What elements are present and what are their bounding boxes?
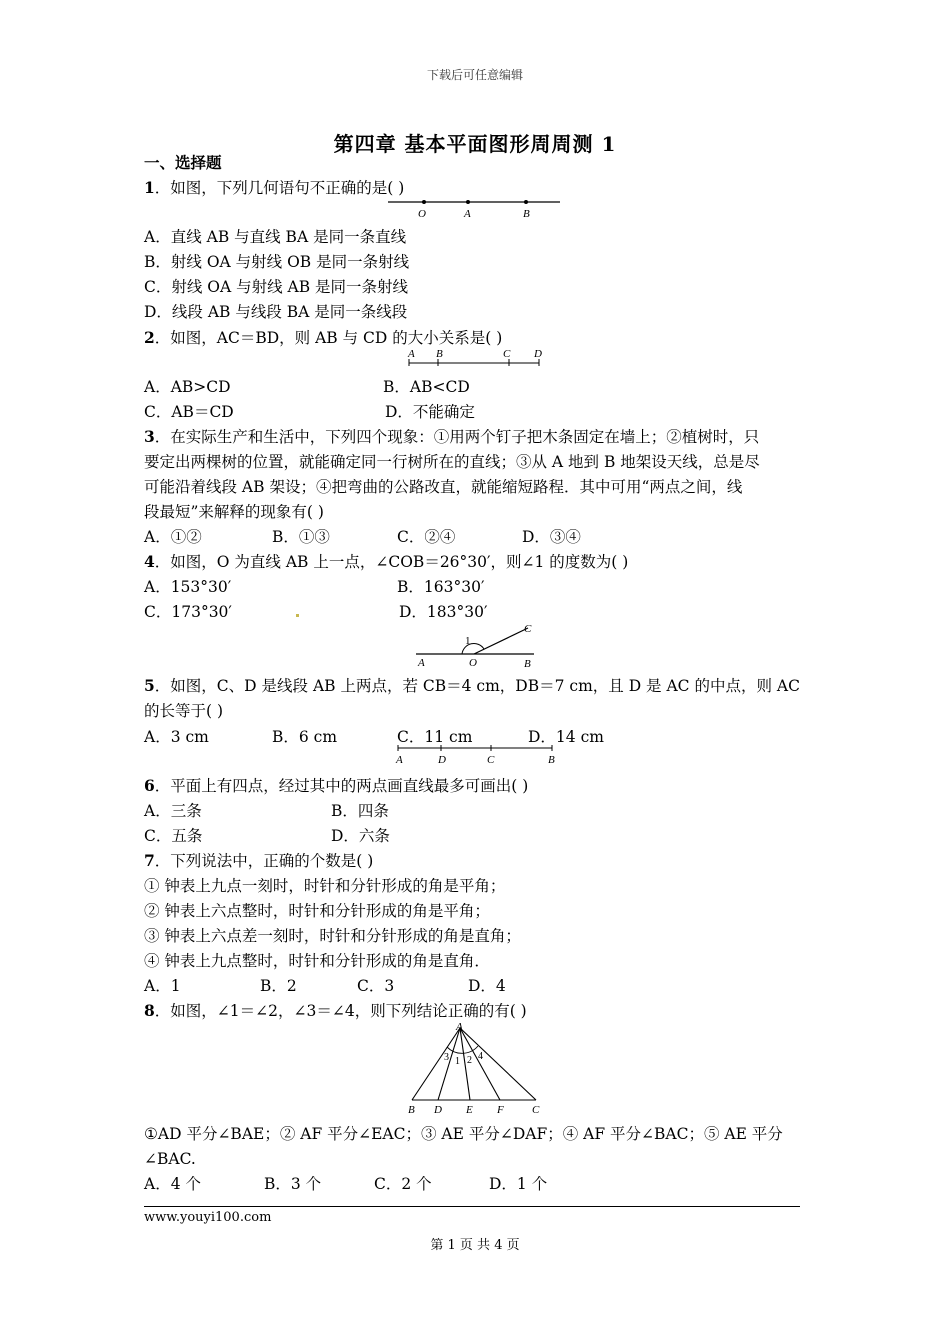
label-d: D (438, 754, 446, 766)
q7-statement-2: ② 钟表上六点整时，时针和分针形成的角是平角； (144, 902, 490, 920)
page-number: 第 1 页 共 4 页 (430, 1238, 520, 1253)
q2-figure (403, 345, 548, 367)
label-d: D (434, 1104, 442, 1116)
q8-conclusion-line-1: ①AD 平分∠BAE；② AF 平分∠EAC；③ AE 平分∠DAF；④ AF 平分∠BAC；⑤ AE 平分 (144, 1125, 783, 1143)
label-3: 3 (444, 1052, 449, 1063)
question-text: ．在实际生产和生活中，下列四个现象：①用两个钉子把木条固定在墙上；②植树时，只 (154, 428, 760, 446)
q7-statement-1: ① 钟表上九点一刻时，时针和分针形成的角是平角； (144, 877, 506, 895)
q2-option-d: D．不能确定 (385, 403, 475, 421)
label-a: A (418, 657, 425, 669)
label-b: B (436, 348, 443, 360)
question-number: 5 (144, 676, 155, 695)
label-a: A (408, 348, 415, 360)
q6-option-b: B．四条 (331, 802, 389, 820)
header-note: 下载后可任意编辑 (426, 68, 523, 82)
q3-option-d: D．③④ (522, 528, 581, 546)
question-number: 4 (144, 552, 155, 571)
q5-option-d: D．14 cm (528, 728, 604, 746)
point-b (524, 200, 528, 204)
label-c: C (503, 348, 511, 360)
question-number: 3 (144, 427, 155, 446)
question-3-line-2: 要定出两棵树的位置，就能确定同一行树所在的直线；③从 A 地到 B 地架设天线，总是尽 (144, 453, 760, 471)
q3-option-b: B．①③ (272, 528, 330, 546)
segment-af (460, 1028, 500, 1100)
question-5-line-2: 的长等于( ) (144, 702, 224, 720)
q3-option-a: A．①② (144, 528, 202, 546)
label-o: O (469, 657, 477, 669)
section-title: 一、选择题 (144, 153, 222, 172)
q6-option-d: D．六条 (331, 827, 390, 845)
question-number: 2 (144, 328, 155, 347)
ray-oc (474, 628, 528, 654)
question-4-stem (144, 552, 628, 572)
question-text: ．下列说法中，正确的个数是( ) (154, 852, 374, 870)
footer-url: www.youyi100.com (144, 1210, 272, 1225)
stray-mark (296, 614, 299, 617)
question-text: ．如图，下列几何语句不正确的是( ) (154, 179, 405, 197)
q7-option-d: D．4 (468, 977, 506, 995)
q1-option-a: A．直线 AB 与直线 BA 是同一条直线 (144, 228, 407, 246)
q2-option-b: B．AB<CD (383, 378, 470, 396)
q1-option-c: C．射线 OA 与射线 AB 是同一条射线 (144, 278, 409, 296)
label-b: B (524, 658, 531, 670)
q4-option-d: D．183°30′ (399, 603, 488, 621)
label-c: C (532, 1104, 540, 1116)
question-3-line-4: 段最短”来解释的现象有( ) (144, 503, 324, 521)
question-text: ．如图，C、D 是线段 AB 上两点，若 CB＝4 cm，DB＝7 cm，且 D 是 AC 的中点，则 AC (154, 677, 800, 695)
q5-option-b: B．6 cm (272, 728, 338, 746)
q8-figure (400, 1018, 550, 1118)
label-b: B (408, 1104, 415, 1116)
question-6-stem (144, 776, 528, 796)
q1-option-d: D．线段 AB 与线段 BA 是同一条线段 (144, 303, 408, 321)
q8-option-b: B．3 个 (264, 1175, 322, 1193)
label-b: B (548, 754, 555, 766)
q2-option-c: C．AB＝CD (144, 403, 234, 421)
q7-option-c: C．3 (357, 977, 395, 995)
footer-rule (144, 1206, 800, 1207)
label-4: 4 (478, 1051, 483, 1062)
q4-option-a: A．153°30′ (144, 578, 232, 596)
q6-option-c: C．五条 (144, 827, 203, 845)
q1-figure (386, 190, 566, 220)
question-text: ．如图，∠1＝∠2，∠3＝∠4，则下列结论正确的有( ) (154, 1002, 527, 1020)
question-text: ．如图，AC＝BD，则 AB 与 CD 的大小关系是( ) (154, 329, 503, 347)
q3-option-c: C．②④ (397, 528, 456, 546)
question-3-line-3: 可能沿着线段 AB 架设；④把弯曲的公路改直，就能缩短路程．其中可用“两点之间，线 (144, 478, 743, 496)
question-7-stem (144, 851, 373, 871)
page-title: 第四章 基本平面图形周周测 1 (333, 132, 617, 156)
q7-option-a: A．1 (144, 977, 181, 995)
question-number: 8 (144, 1001, 155, 1020)
label-2: 2 (467, 1055, 472, 1066)
q5-option-c: C．11 cm (397, 728, 473, 746)
label-a: A (396, 754, 403, 766)
q8-option-d: D．1 个 (489, 1175, 548, 1193)
question-text: ．平面上有四点，经过其中的两点画直线最多可画出( ) (154, 777, 529, 795)
label-a: A (456, 1021, 463, 1033)
question-number: 6 (144, 776, 155, 795)
label-b: B (523, 208, 530, 220)
question-text: ．如图，O 为直线 AB 上一点，∠COB＝26°30′，则∠1 的度数为( ) (154, 553, 629, 571)
q8-option-a: A．4 个 (144, 1175, 201, 1193)
q4-option-c: C．173°30′ (144, 603, 232, 621)
point-o (422, 200, 426, 204)
label-d: D (534, 348, 542, 360)
point-a (466, 200, 470, 204)
q5-option-a: A．3 cm (144, 728, 209, 746)
label-c: C (524, 623, 532, 635)
q8-option-c: C．2 个 (374, 1175, 432, 1193)
question-number: 7 (144, 851, 155, 870)
q1-option-b: B．射线 OA 与射线 OB 是同一条射线 (144, 253, 410, 271)
q4-option-b: B．163°30′ (397, 578, 485, 596)
label-o: O (418, 208, 426, 220)
question-number: 1 (144, 178, 155, 197)
question-5-line-1 (144, 676, 800, 696)
segment-ab (412, 1028, 460, 1100)
label-e: E (466, 1104, 473, 1116)
label-f: F (497, 1104, 504, 1116)
q6-option-a: A．三条 (144, 802, 202, 820)
question-3-line-1 (144, 427, 759, 447)
q2-option-a: A．AB>CD (144, 378, 231, 396)
q7-statement-4: ④ 钟表上九点整时，时针和分针形成的角是直角． (144, 952, 490, 970)
q7-statement-3: ③ 钟表上六点差一刻时，时针和分针形成的角是直角； (144, 927, 521, 945)
label-a: A (464, 208, 471, 220)
q7-option-b: B．2 (260, 977, 297, 995)
q8-conclusion-line-2: ∠BAC. (144, 1150, 196, 1168)
question-1-stem (144, 178, 404, 198)
q4-figure (414, 620, 544, 670)
label-c: C (487, 754, 495, 766)
label-1: 1 (455, 1056, 460, 1067)
q5-figure (392, 744, 562, 768)
label-1: 1 (465, 635, 471, 647)
